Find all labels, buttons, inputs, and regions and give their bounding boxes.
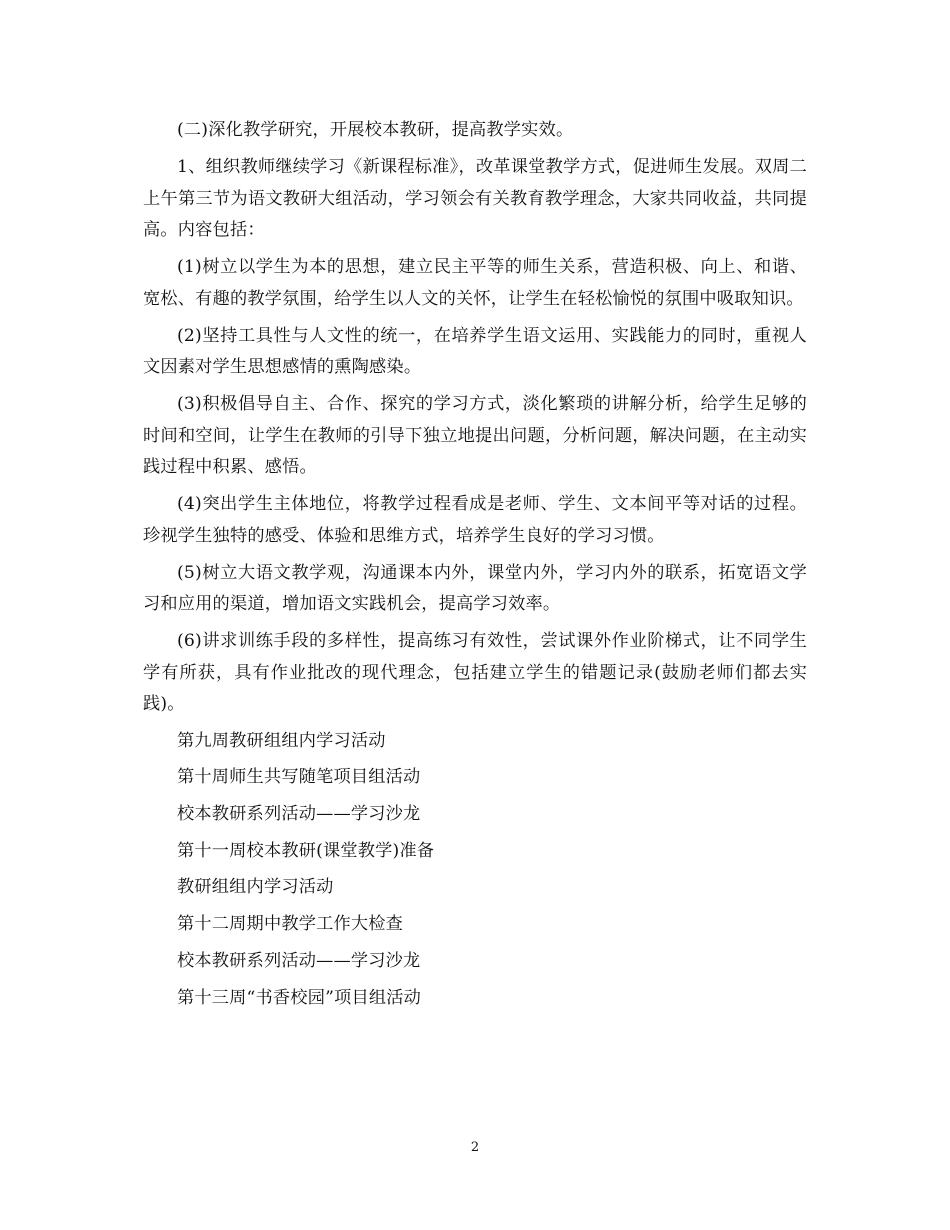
content-item-4: (4)突出学生主体地位，将教学过程看成是老师、学生、文本间平等对话的过程。珍视学生独特的感受、体验和思维方式，培养学生良好的学习习惯。 (143, 494, 807, 546)
schedule-item: 校本教研系列活动——学习沙龙 (177, 804, 421, 825)
schedule-item: 第十周师生共写随笔项目组活动 (177, 767, 421, 788)
schedule-item: 第十一周校本教研(课堂教学)准备 (177, 840, 435, 861)
page-number: 2 (470, 1140, 480, 1155)
schedule-item: 第十二周期中教学工作大检查 (177, 914, 404, 935)
schedule-item: 第十三周“书香校园”项目组活动 (177, 987, 422, 1008)
content-item-2: (2)坚持工具性与人文性的统一，在培养学生语文运用、实践能力的同时，重视人文因素对学生思想感情的熏陶感染。 (143, 325, 807, 377)
content-item-5: (5)树立大语文教学观，沟通课本内外，课堂内外，学习内外的联系，拓宽语文学习和应用的渠道，增加语文实践机会，提高学习效率。 (143, 562, 807, 614)
content-item-1: (1)树立以学生为本的思想，建立民主平等的师生关系，营造积极、向上、和谐、宽松、有趣的教学氛围，给学生以人文的关怀，让学生在轻松愉悦的氛围中吸取知识。 (143, 257, 807, 309)
schedule-item: 校本教研系列活动——学习沙龙 (177, 950, 421, 971)
body-paragraph: 1、组织教师继续学习《新课程标准》，改革课堂教学方式，促进师生发展。双周二上午第三节为语文教研大组活动，学习领会有关教育教学理念，大家共同收益，共同提高。内容包括： (143, 157, 807, 240)
schedule-item: 教研组组内学习活动 (177, 877, 334, 898)
content-item-6: (6)讲求训练手段的多样性，提高练习有效性，尝试课外作业阶梯式，让不同学生学有所获，具有作业批改的现代理念，包括建立学生的错题记录(鼓励老师们都去实践)。 (143, 631, 807, 714)
schedule-item: 第九周教研组组内学习活动 (177, 730, 386, 751)
document-body (143, 115, 807, 1014)
section-heading: (二)深化教学研究，开展校本教研，提高教学实效。 (177, 120, 574, 140)
content-item-3: (3)积极倡导自主、合作、探究的学习方式，淡化繁琐的讲解分析，给学生足够的时间和空间，让学生在教师的引导下独立地提出问题，分析问题，解决问题，在主动实践过程中积累、感悟。 (143, 394, 807, 477)
